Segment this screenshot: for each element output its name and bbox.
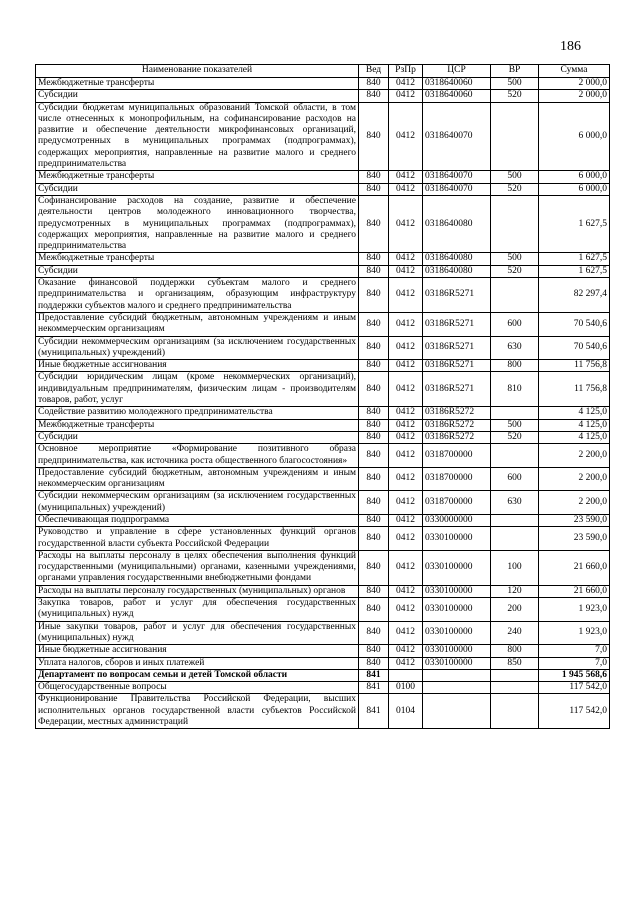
cell-name: Закупка товаров, работ и услуг для обеспечения государственных (муниципальных) нужд (36, 598, 359, 622)
cell-vr (491, 694, 539, 729)
table-row (36, 336, 610, 360)
cell-vr: 600 (491, 467, 539, 491)
table-row (36, 444, 610, 468)
cell-csr: 0330100000 (423, 645, 491, 657)
cell-vr: 630 (491, 336, 539, 360)
cell-csr (423, 682, 491, 694)
cell-csr: 0318640070 (423, 183, 491, 195)
cell-vr: 100 (491, 550, 539, 585)
cell-name: Уплата налогов, сборов и иных платежей (36, 657, 359, 669)
cell-ved: 840 (359, 102, 389, 171)
cell-rzpr: 0412 (389, 585, 423, 597)
cell-csr: 0330100000 (423, 550, 491, 585)
cell-csr: 0330100000 (423, 657, 491, 669)
cell-name: Софинансирование расходов на создание, развитие и обеспечение деятельности центров молодежного инновационного творчества, предусмотренных в муниципальных программах (подпрограммах), содержащих мероприятия, направленные на развитие малого и среднего предпринимательства (36, 195, 359, 252)
table-row (36, 312, 610, 336)
cell-vr (491, 527, 539, 551)
cell-ved: 840 (359, 78, 389, 90)
cell-ved: 840 (359, 253, 389, 265)
cell-vr: 810 (491, 372, 539, 407)
cell-vr (491, 407, 539, 419)
cell-csr: 0330100000 (423, 621, 491, 645)
cell-vr (491, 102, 539, 171)
cell-rzpr: 0412 (389, 431, 423, 443)
header-name: Наименование показателей (36, 65, 359, 78)
table-row (36, 585, 610, 597)
cell-name: Функционирование Правительства Российской Федерации, высших исполнительных органов государственной власти субъектов Российской Федерации, местных администраций (36, 694, 359, 729)
cell-rzpr: 0412 (389, 183, 423, 195)
cell-vr: 630 (491, 491, 539, 515)
cell-sum: 21 660,0 (539, 550, 610, 585)
cell-sum: 23 590,0 (539, 527, 610, 551)
budget-table (35, 64, 610, 729)
cell-sum: 6 000,0 (539, 171, 610, 183)
table-row (36, 550, 610, 585)
cell-name: Предоставление субсидий бюджетным, автономным учреждениям и иным некоммерческим организациям (36, 312, 359, 336)
cell-csr: 0330100000 (423, 598, 491, 622)
cell-csr (423, 694, 491, 729)
table-row (36, 694, 610, 729)
cell-name: Субсидии некоммерческим организациям (за исключением государственных (муниципальных) учреждений) (36, 491, 359, 515)
cell-sum: 1 945 568,6 (539, 669, 610, 681)
cell-ved: 840 (359, 372, 389, 407)
cell-name: Субсидии (36, 90, 359, 102)
cell-rzpr: 0412 (389, 491, 423, 515)
table-row (36, 183, 610, 195)
cell-name: Обеспечивающая подпрограмма (36, 514, 359, 526)
cell-vr: 120 (491, 585, 539, 597)
cell-csr: 03186R5271 (423, 278, 491, 313)
cell-ved: 840 (359, 514, 389, 526)
cell-rzpr: 0412 (389, 102, 423, 171)
cell-ved: 840 (359, 407, 389, 419)
cell-ved: 840 (359, 195, 389, 252)
cell-sum: 117 542,0 (539, 682, 610, 694)
cell-sum: 4 125,0 (539, 419, 610, 431)
cell-vr (491, 514, 539, 526)
cell-rzpr: 0412 (389, 621, 423, 645)
header-csr: ЦСР (423, 65, 491, 78)
cell-csr: 0318700000 (423, 444, 491, 468)
cell-csr: 03186R5272 (423, 419, 491, 431)
cell-sum: 1 923,0 (539, 598, 610, 622)
cell-sum: 1 627,5 (539, 265, 610, 277)
cell-ved: 840 (359, 550, 389, 585)
cell-sum: 2 000,0 (539, 78, 610, 90)
table-row (36, 527, 610, 551)
header-rzpr: РзПр (389, 65, 423, 78)
cell-vr (491, 682, 539, 694)
cell-rzpr: 0412 (389, 171, 423, 183)
cell-sum: 1 627,5 (539, 253, 610, 265)
cell-csr: 0318640060 (423, 90, 491, 102)
cell-rzpr: 0412 (389, 598, 423, 622)
table-row (36, 278, 610, 313)
cell-rzpr: 0412 (389, 265, 423, 277)
table-row (36, 598, 610, 622)
cell-rzpr: 0412 (389, 90, 423, 102)
cell-ved: 840 (359, 419, 389, 431)
table-row (36, 621, 610, 645)
cell-name: Субсидии некоммерческим организациям (за исключением государственных (муниципальных) учреждений) (36, 336, 359, 360)
cell-sum: 1 627,5 (539, 195, 610, 252)
cell-csr: 0318700000 (423, 467, 491, 491)
cell-name: Руководство и управление в сфере установленных функций органов государственной власти субъекта Российской Федерации (36, 527, 359, 551)
cell-name: Межбюджетные трансферты (36, 419, 359, 431)
cell-ved: 840 (359, 431, 389, 443)
cell-ved: 840 (359, 171, 389, 183)
cell-sum: 6 000,0 (539, 102, 610, 171)
cell-vr: 500 (491, 419, 539, 431)
cell-vr (491, 278, 539, 313)
cell-sum: 4 125,0 (539, 407, 610, 419)
cell-csr: 0318640080 (423, 253, 491, 265)
cell-name: Иные бюджетные ассигнования (36, 360, 359, 372)
cell-rzpr: 0412 (389, 278, 423, 313)
cell-vr: 240 (491, 621, 539, 645)
table-row (36, 682, 610, 694)
cell-vr: 520 (491, 265, 539, 277)
table-row (36, 253, 610, 265)
cell-vr: 520 (491, 431, 539, 443)
cell-csr: 03186R5272 (423, 431, 491, 443)
cell-rzpr: 0412 (389, 467, 423, 491)
cell-vr: 500 (491, 78, 539, 90)
page-number: 186 (560, 39, 581, 54)
cell-csr: 0330100000 (423, 527, 491, 551)
table-row (36, 90, 610, 102)
cell-vr: 850 (491, 657, 539, 669)
cell-csr: 03186R5271 (423, 336, 491, 360)
table-row (36, 102, 610, 171)
cell-csr: 03186R5271 (423, 372, 491, 407)
cell-name: Межбюджетные трансферты (36, 171, 359, 183)
header-vr: ВР (491, 65, 539, 78)
cell-csr (423, 669, 491, 681)
table-body (36, 78, 610, 729)
cell-csr: 03186R5271 (423, 360, 491, 372)
cell-name: Межбюджетные трансферты (36, 78, 359, 90)
cell-rzpr: 0412 (389, 645, 423, 657)
cell-vr: 200 (491, 598, 539, 622)
cell-ved: 840 (359, 278, 389, 313)
cell-rzpr: 0412 (389, 527, 423, 551)
cell-sum: 11 756,8 (539, 372, 610, 407)
cell-rzpr: 0412 (389, 360, 423, 372)
cell-rzpr: 0412 (389, 336, 423, 360)
cell-vr: 520 (491, 183, 539, 195)
table-row (36, 360, 610, 372)
cell-ved: 840 (359, 444, 389, 468)
cell-sum: 6 000,0 (539, 183, 610, 195)
cell-vr (491, 195, 539, 252)
table-row (36, 419, 610, 431)
table-row (36, 407, 610, 419)
cell-ved: 841 (359, 694, 389, 729)
cell-name: Общегосударственные вопросы (36, 682, 359, 694)
cell-ved: 840 (359, 336, 389, 360)
cell-vr: 500 (491, 171, 539, 183)
cell-ved: 840 (359, 312, 389, 336)
cell-vr: 520 (491, 90, 539, 102)
cell-ved: 840 (359, 585, 389, 597)
cell-csr: 03186R5272 (423, 407, 491, 419)
cell-name: Межбюджетные трансферты (36, 253, 359, 265)
cell-rzpr: 0412 (389, 444, 423, 468)
cell-rzpr: 0412 (389, 372, 423, 407)
header-ved: Вед (359, 65, 389, 78)
cell-sum: 70 540,6 (539, 336, 610, 360)
cell-name: Основное мероприятие «Формирование позитивного образа предпринимательства, как источника роста общественного благосостояния» (36, 444, 359, 468)
cell-vr (491, 669, 539, 681)
cell-rzpr (389, 669, 423, 681)
cell-sum: 23 590,0 (539, 514, 610, 526)
cell-ved: 840 (359, 265, 389, 277)
cell-vr (491, 444, 539, 468)
cell-vr: 800 (491, 645, 539, 657)
cell-sum: 70 540,6 (539, 312, 610, 336)
cell-ved: 840 (359, 527, 389, 551)
cell-name: Субсидии юридическим лицам (кроме некоммерческих организаций), индивидуальным предпринимателям, физическим лицам - производителям товаров, работ, услуг (36, 372, 359, 407)
cell-ved: 840 (359, 491, 389, 515)
cell-csr: 0330100000 (423, 585, 491, 597)
cell-csr: 0318640070 (423, 102, 491, 171)
cell-ved: 840 (359, 360, 389, 372)
table-row (36, 171, 610, 183)
cell-name: Департамент по вопросам семьи и детей Томской области (36, 669, 359, 681)
cell-vr: 600 (491, 312, 539, 336)
cell-vr: 500 (491, 253, 539, 265)
table-row (36, 669, 610, 681)
cell-name: Иные бюджетные ассигнования (36, 645, 359, 657)
cell-sum: 7,0 (539, 645, 610, 657)
cell-ved: 841 (359, 682, 389, 694)
cell-rzpr: 0412 (389, 78, 423, 90)
cell-name: Субсидии бюджетам муниципальных образований Томской области, в том числе отнесенных к монопрофильным, на софинансирование расходов на развитие и обеспечение деятельности микрофинансовых организаций, предусмотренных в муниципальных программах (подпрограммах), содержащих мероприятия, направленные на развитие малого и среднего предпринимательства (36, 102, 359, 171)
cell-name: Расходы на выплаты персоналу государственных (муниципальных) органов (36, 585, 359, 597)
cell-sum: 117 542,0 (539, 694, 610, 729)
cell-rzpr: 0412 (389, 312, 423, 336)
cell-sum: 2 000,0 (539, 90, 610, 102)
cell-sum: 2 200,0 (539, 444, 610, 468)
cell-sum: 2 200,0 (539, 491, 610, 515)
cell-rzpr: 0412 (389, 407, 423, 419)
cell-sum: 4 125,0 (539, 431, 610, 443)
cell-sum: 2 200,0 (539, 467, 610, 491)
cell-ved: 840 (359, 90, 389, 102)
cell-name: Содействие развитию молодежного предпринимательства (36, 407, 359, 419)
table-row (36, 645, 610, 657)
cell-rzpr: 0412 (389, 195, 423, 252)
cell-name: Оказание финансовой поддержки субъектам малого и среднего предпринимательства и организациям, образующим инфраструктуру поддержки субъектов малого и среднего предпринимательства (36, 278, 359, 313)
cell-ved: 840 (359, 657, 389, 669)
cell-ved: 840 (359, 598, 389, 622)
cell-rzpr: 0412 (389, 550, 423, 585)
table-row (36, 467, 610, 491)
cell-rzpr: 0104 (389, 694, 423, 729)
table-row (36, 431, 610, 443)
cell-rzpr: 0100 (389, 682, 423, 694)
cell-rzpr: 0412 (389, 253, 423, 265)
cell-rzpr: 0412 (389, 419, 423, 431)
cell-csr: 0318640080 (423, 195, 491, 252)
cell-ved: 840 (359, 183, 389, 195)
table-row (36, 265, 610, 277)
cell-name: Предоставление субсидий бюджетным, автономным учреждениям и иным некоммерческим организациям (36, 467, 359, 491)
table-header-row (36, 65, 610, 78)
cell-csr: 0318700000 (423, 491, 491, 515)
cell-csr: 0330000000 (423, 514, 491, 526)
cell-name: Субсидии (36, 265, 359, 277)
cell-name: Расходы на выплаты персоналу в целях обеспечения выполнения функций государственными (муниципальными) органами, казенными учреждениями, органами управления государственными внебюджетными фондами (36, 550, 359, 585)
cell-csr: 0318640070 (423, 171, 491, 183)
cell-sum: 7,0 (539, 657, 610, 669)
cell-csr: 03186R5271 (423, 312, 491, 336)
cell-csr: 0318640060 (423, 78, 491, 90)
cell-sum: 1 923,0 (539, 621, 610, 645)
cell-sum: 11 756,8 (539, 360, 610, 372)
cell-name: Иные закупки товаров, работ и услуг для обеспечения государственных (муниципальных) нужд (36, 621, 359, 645)
cell-rzpr: 0412 (389, 657, 423, 669)
cell-vr: 800 (491, 360, 539, 372)
cell-ved: 841 (359, 669, 389, 681)
cell-csr: 0318640080 (423, 265, 491, 277)
cell-name: Субсидии (36, 431, 359, 443)
table-row (36, 657, 610, 669)
table-row (36, 514, 610, 526)
table-row (36, 372, 610, 407)
cell-ved: 840 (359, 645, 389, 657)
table-row (36, 78, 610, 90)
cell-ved: 840 (359, 621, 389, 645)
cell-name: Субсидии (36, 183, 359, 195)
header-sum: Сумма (539, 65, 610, 78)
cell-rzpr: 0412 (389, 514, 423, 526)
table-row (36, 195, 610, 252)
table-row (36, 491, 610, 515)
cell-ved: 840 (359, 467, 389, 491)
cell-sum: 21 660,0 (539, 585, 610, 597)
cell-sum: 82 297,4 (539, 278, 610, 313)
